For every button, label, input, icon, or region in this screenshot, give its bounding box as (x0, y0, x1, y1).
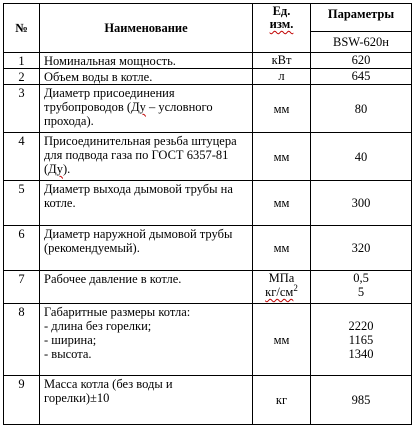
table-row (4, 304, 412, 376)
row-unit-superscript: 2 (293, 282, 298, 293)
row-name-line: - высота. (44, 347, 92, 361)
row-name-part: ). (62, 162, 71, 176)
row-value: 40 (311, 133, 412, 181)
row-name: Диаметр наружной дымовой трубы (рекомендуемый). (40, 226, 253, 271)
table-row (4, 181, 412, 226)
row-unit: мм (253, 226, 311, 271)
row-unit: мм (253, 304, 311, 376)
row-name-line: - ширина; (44, 333, 97, 347)
row-name-part: – условного прохода). (44, 100, 213, 128)
row-name-part: Ду (131, 100, 146, 114)
row-unit (253, 271, 311, 304)
row-value-line: 0,5 (353, 271, 369, 285)
header-model: BSW-620н (311, 32, 412, 53)
row-value-line: 5 (357, 285, 365, 299)
row-value: 620 (311, 53, 412, 69)
table-row (4, 376, 412, 425)
row-num: 6 (4, 226, 40, 271)
row-value: 985 (311, 376, 412, 425)
table-row (4, 69, 412, 85)
row-name-line: Масса котла (без воды и (44, 377, 173, 391)
row-name-line: - длина без горелки; (44, 319, 152, 333)
row-name-line: горелки)±10 (44, 391, 110, 405)
row-num: 1 (4, 53, 40, 69)
row-value-line: 1165 (348, 333, 374, 347)
row-unit: мм (253, 85, 311, 133)
row-name (40, 133, 253, 181)
header-num: № (4, 4, 40, 53)
row-unit: кВт (253, 53, 311, 69)
table-row (4, 226, 412, 271)
row-name (40, 376, 253, 425)
row-value: 80 (311, 85, 412, 133)
row-name (40, 304, 253, 376)
row-name-line: Габаритные размеры котла: (44, 305, 191, 319)
row-unit-line (253, 282, 310, 299)
row-unit-line: МПа (268, 271, 295, 285)
header-unit-line2: изм. (269, 17, 294, 31)
row-name: Объем воды в котле. (40, 69, 253, 85)
table-row (4, 85, 412, 133)
row-value-line: 1340 (348, 347, 374, 361)
row-name-part: Присоединительная резьба штуцера для подвода газа по ГОСТ 6357-81 ( (44, 134, 237, 176)
header-name: Наименование (40, 4, 253, 53)
row-unit: мм (253, 133, 311, 181)
row-name-part: Ду (48, 162, 63, 176)
row-value: 300 (311, 181, 412, 226)
row-name (40, 85, 253, 133)
table-header-row (4, 4, 412, 32)
row-num: 3 (4, 85, 40, 133)
row-num: 4 (4, 133, 40, 181)
boiler-spec-table (3, 3, 412, 425)
row-num: 5 (4, 181, 40, 226)
header-unit (253, 4, 311, 53)
row-unit-part: кг/см (265, 285, 294, 299)
row-name: Номинальная мощность. (40, 53, 253, 69)
row-value: 645 (311, 69, 412, 85)
row-num: 2 (4, 69, 40, 85)
row-name-part: Диаметр присоединения трубопроводов ( (44, 86, 175, 114)
row-unit: мм (253, 181, 311, 226)
row-value (311, 304, 412, 376)
row-unit: кг (253, 376, 311, 425)
row-value-line: 2220 (348, 319, 374, 333)
row-name: Рабочее давление в котле. (40, 271, 253, 304)
table-row (4, 53, 412, 69)
row-num: 8 (4, 304, 40, 376)
table-row (4, 271, 412, 304)
row-value: 320 (311, 226, 412, 271)
row-num: 7 (4, 271, 40, 304)
table-row (4, 133, 412, 181)
header-params: Параметры (311, 4, 412, 32)
row-num: 9 (4, 376, 40, 425)
row-name: Диаметр выхода дымовой трубы на котле. (40, 181, 253, 226)
row-unit: л (253, 69, 311, 85)
row-value (311, 271, 412, 304)
header-unit-line1: Ед. (272, 4, 291, 18)
